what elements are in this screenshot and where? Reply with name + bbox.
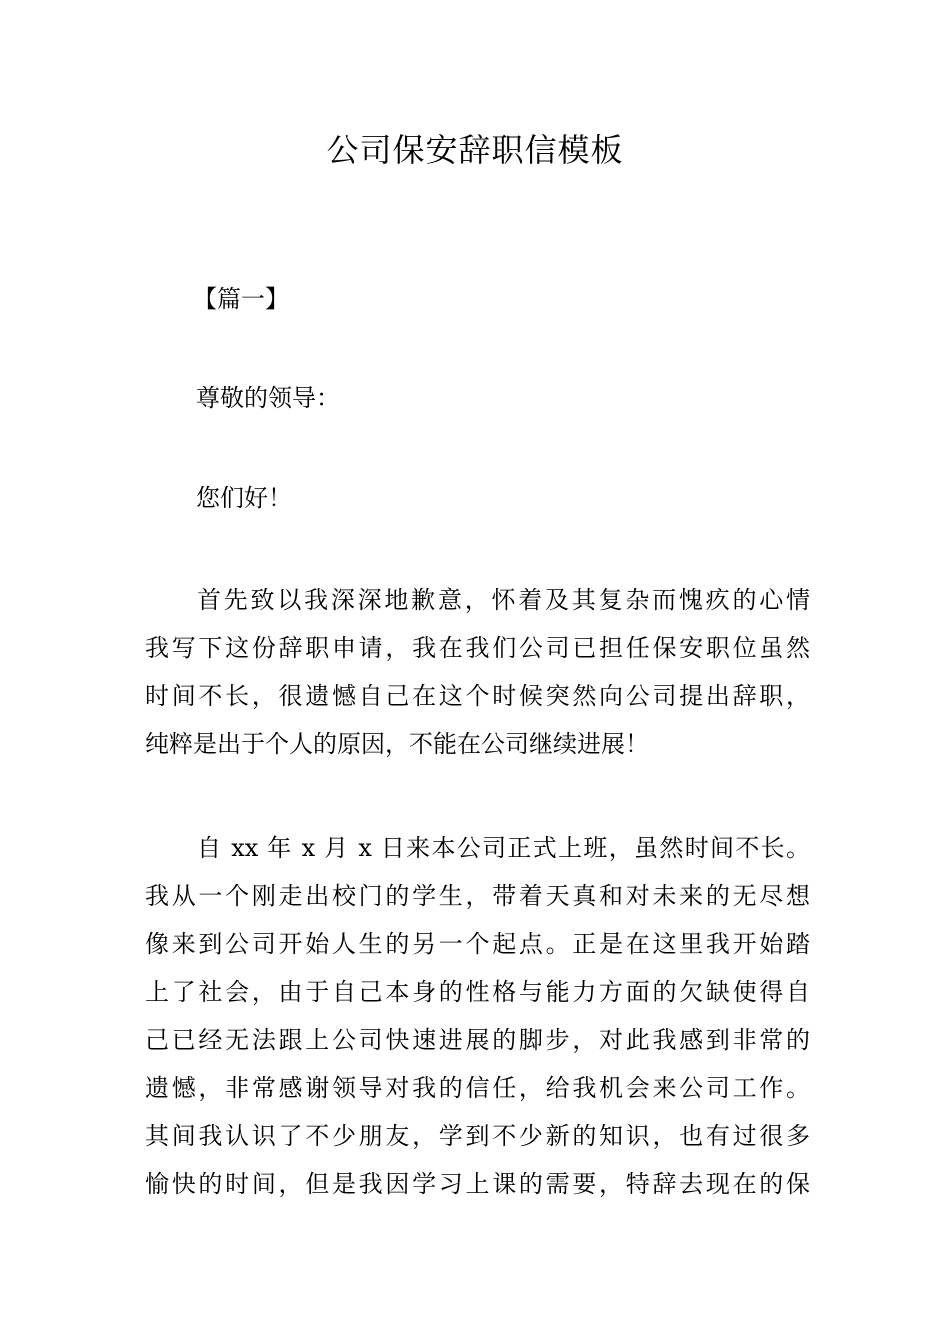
paragraph-line: 纯粹是出于个人的原因，不能在公司继续进展！ bbox=[145, 730, 649, 758]
paragraph-line: 愉快的时间，但是我因学习上课的需要，特辞去现在的保 bbox=[145, 1170, 810, 1198]
paragraph-2 bbox=[145, 824, 810, 1208]
paragraph-line: 己已经无法跟上公司快速进展的脚步，对此我感到非常的 bbox=[145, 1026, 810, 1054]
paragraph-line: 我写下这份辞职申请，我在我们公司已担任保安职位虽然 bbox=[145, 634, 810, 662]
document-title: 公司保安辞职信模板 bbox=[326, 131, 624, 169]
paragraph-line: 我从一个刚走出校门的学生，带着天真和对未来的无尽想 bbox=[145, 882, 810, 910]
paragraph-line: 其间我认识了不少朋友，学到不少新的知识，也有过很多 bbox=[145, 1122, 810, 1150]
paragraph-line: 上了社会，由于自己本身的性格与能力方面的欠缺使得自 bbox=[145, 978, 810, 1006]
paragraph-line: 首先致以我深深地歉意，怀着及其复杂而愧疚的心情 bbox=[197, 586, 810, 614]
paragraph-line: 像来到公司开始人生的另一个起点。正是在这里我开始踏 bbox=[145, 930, 810, 958]
greeting: 您们好！ bbox=[196, 484, 292, 512]
paragraph-line: 遗憾，非常感谢领导对我的信任，给我机会来公司工作。 bbox=[145, 1074, 810, 1102]
paragraph-line: 自 xx 年 x 月 x 日来本公司正式上班，虽然时间不长。 bbox=[197, 834, 810, 862]
paragraph-1 bbox=[145, 576, 810, 768]
paragraph-line: 时间不长，很遗憾自己在这个时候突然向公司提出辞职， bbox=[145, 682, 810, 710]
salutation: 尊敬的领导： bbox=[196, 384, 340, 412]
section-marker: 【篇一】 bbox=[193, 285, 289, 313]
